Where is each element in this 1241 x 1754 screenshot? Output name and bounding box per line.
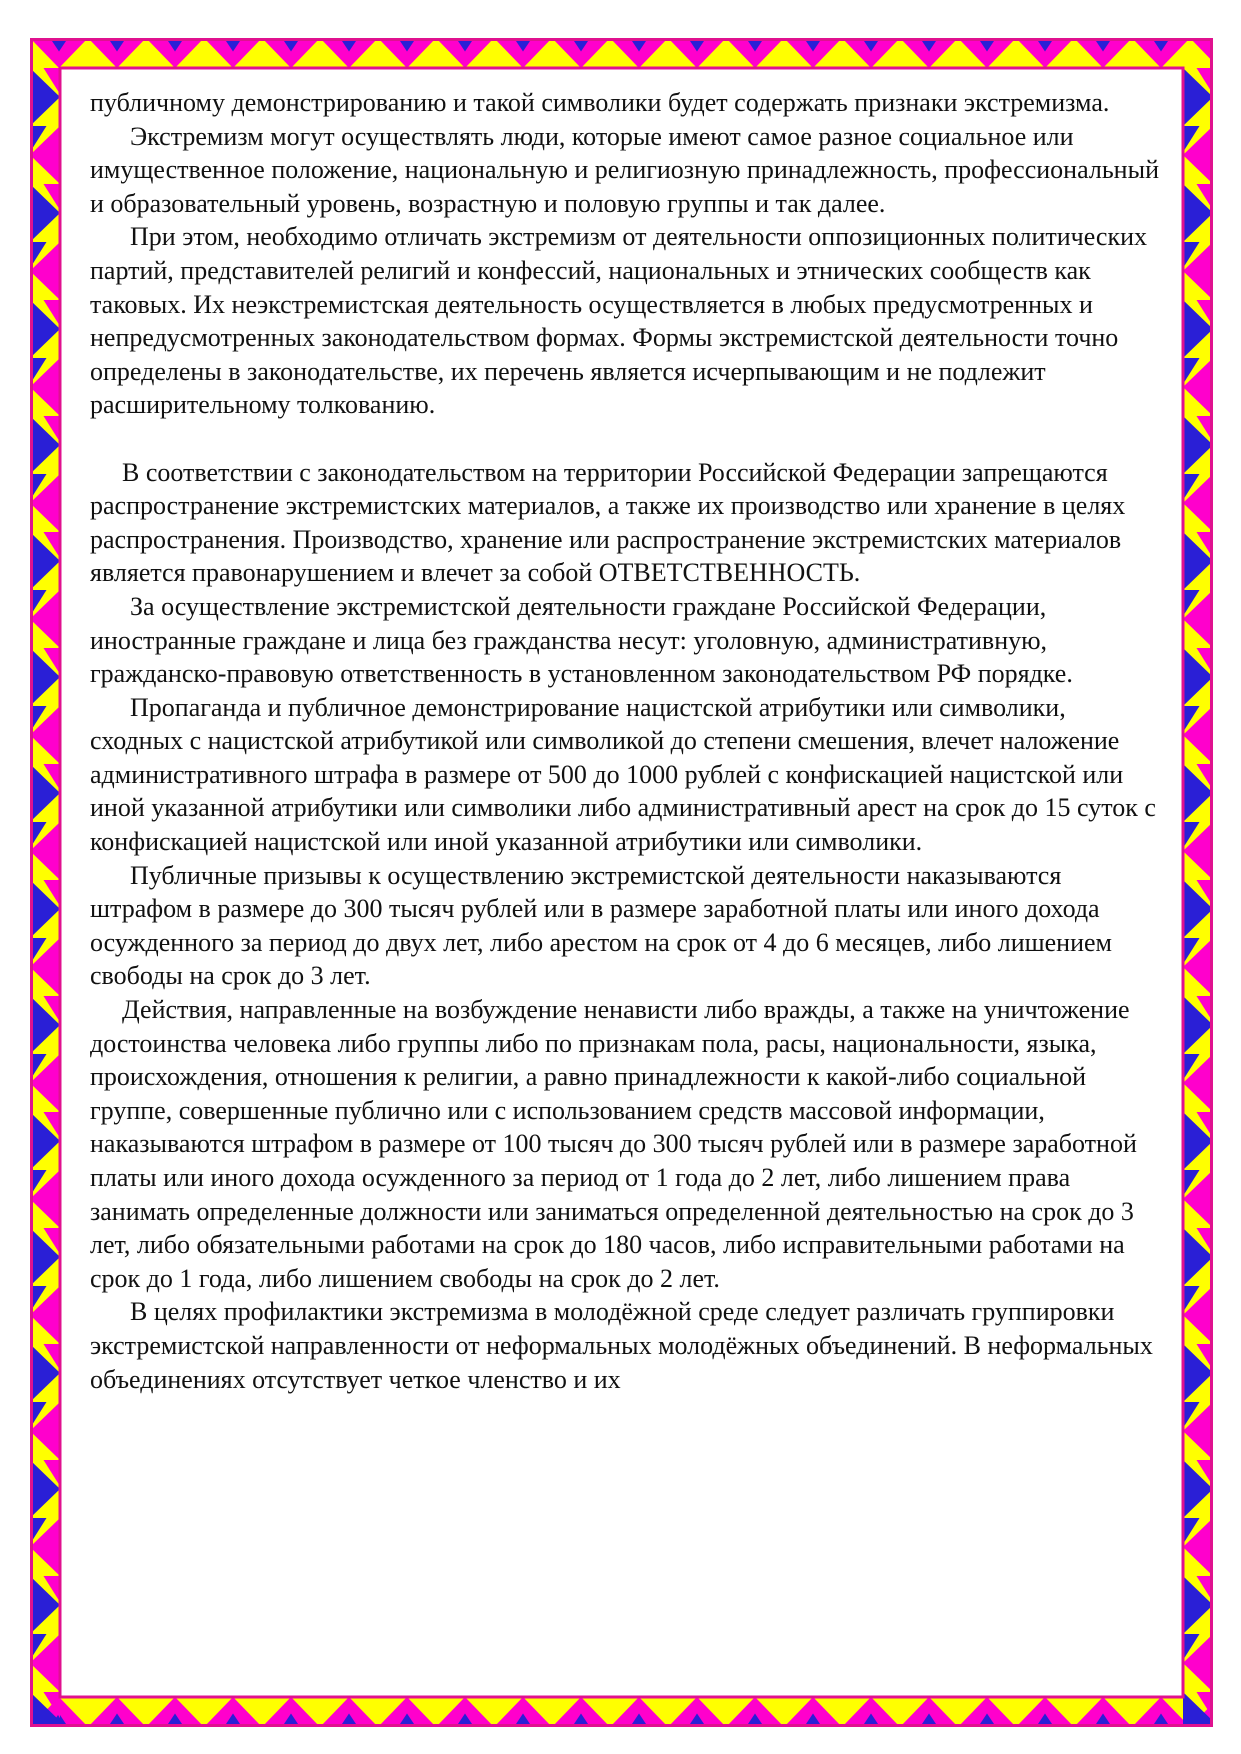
paragraph-5: За осуществление экстремистской деятельности граждане Российской Федерации, иностранные граждане и лица без гражданства несут: уголовную, административную, гражданско-правовую ответственность в установленном законодательством РФ порядке. (90, 591, 1073, 689)
paragraph-3: При этом, необходимо отличать экстремизм от деятельности оппозиционных политических партий, представителей религий и конфессий, национальных и этнических сообществ как таковых. Их неэкстремистская деятельность осуществляется в любых предусмотренных и непредусмотренных законодательством формах. Формы экстремистской деятельности точно определены в законодательстве, их перечень является исчерпывающим и не подлежит расширительному толкованию. (90, 222, 1148, 420)
document-body (90, 86, 1160, 1396)
paragraph-9: В целях профилактики экстремизма в молодёжной среде следует различать группировки экстремистской направленности от неформальных молодёжных объединений. В неформальных объединениях отсутствует четкое членство и их (90, 1297, 1153, 1394)
paragraph-7: Публичные призывы к осуществлению экстремистской деятельности наказываются штрафом в размере до 300 тысяч рублей или в размере заработной платы или иного дохода осужденного за период до двух лет, либо арестом на срок от 4 до 6 месяцев, либо лишением свободы на срок до 3 лет. (90, 860, 1112, 991)
paragraph-2: Экстремизм могут осуществлять люди, которые имеют самое разное социальное или имущественное положение, национальную и религиозную принадлежность, профессиональный и образовательный уровень, возрастную и половую группы и так далее. (90, 121, 1159, 218)
paragraph-6: Пропаганда и публичное демонстрирование нацистской атрибутики или символики, сходных с нацистской атрибутикой или символикой до степени смешения, влечет наложение административного штрафа в размере от 500 до 1000 рублей с конфискацией нацистской или иной указанной атрибутики или символики либо административный арест на срок до 15 суток с конфискацией нацистской или иной указанной атрибутики или символики. (90, 692, 1156, 857)
paragraph-8: Действия, направленные на возбуждение ненависти либо вражды, а также на уничтожение достоинства человека либо группы либо по признакам пола, расы, национальности, языка, происхождения, отношения к религии, а равно принадлежности к какой-либо социальной группе, совершенные публично или с использованием средств массовой информации, наказываются штрафом в размере от 100 тысяч до 300 тысяч рублей или в размере заработной платы или иного дохода осужденного за период от 1 года до 2 лет, либо лишением права занимать определенные должности или заниматься определенной деятельностью на срок до 3 лет, либо обязательными работами на срок до 180 часов, либо исправительными работами на срок до 1 года, либо лишением свободы на срок до 2 лет. (90, 995, 1137, 1293)
paragraph-4: В соответствии с законодательством на территории Российской Федерации запрещаются распространение экстремистских материалов, а также их производство или хранение в целях распространения. Производство, хранение или распространение экстремистских материалов является правонарушением и влечет за собой ОТВЕТСТВЕННОСТЬ. (90, 457, 1126, 588)
paragraph-1: публичному демонстрированию и такой символики будет содержать признаки экстремизма. (90, 88, 1110, 117)
